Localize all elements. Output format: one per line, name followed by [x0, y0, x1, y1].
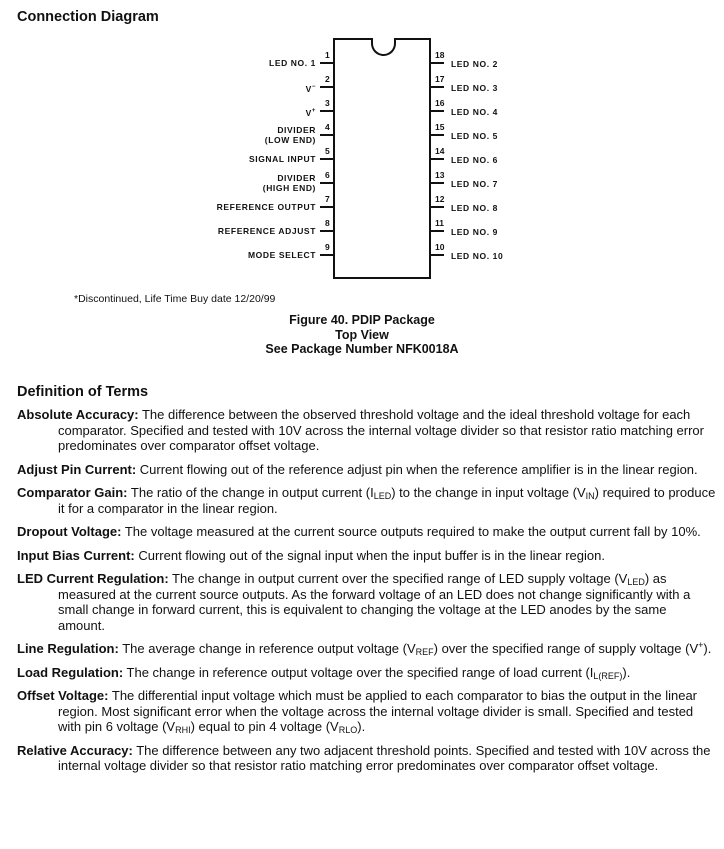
pin-label: LED NO. 3 — [451, 83, 498, 93]
definition-term: Line Regulation: — [17, 641, 119, 656]
definition-item: Comparator Gain: The ratio of the change in output current $(I_{LED})$ to the change in input voltage $(V_{IN})$ required to produce it for a comparator in the linear region. — [17, 485, 716, 516]
pin-number: 14 — [435, 146, 445, 156]
pin-line — [320, 182, 333, 184]
pdip-connection-diagram — [0, 0, 724, 300]
definitions-list — [17, 407, 717, 782]
definition-term: Relative Accuracy: — [17, 742, 133, 758]
definition-term: Load Regulation: — [17, 664, 124, 680]
pin-number: 16 — [435, 98, 445, 108]
pin-line — [320, 134, 333, 136]
pin-line — [320, 206, 333, 208]
caption-line-2: Top View — [335, 327, 389, 342]
pin-line — [320, 62, 333, 64]
definition-item: Input Bias Current: Current flowing out of the signal input when the input buffer is in the linear region. — [17, 547, 605, 563]
pin-number: 11 — [435, 218, 444, 228]
pin-label: DIVIDER (LOW END) — [264, 125, 316, 145]
definition-term: Adjust Pin Current: — [17, 461, 137, 477]
definition-term: Input Bias Current: — [17, 547, 135, 563]
pin-number: 17 — [435, 74, 445, 84]
connection-diagram-title: Connection Diagram — [17, 9, 159, 25]
pin-line — [320, 254, 333, 256]
pin-line — [431, 182, 444, 184]
definition-item: Load Regulation: The change in reference output voltage over the specified range of load current $(I_{L(REF)})$. — [17, 664, 631, 681]
definition-term: Comparator Gain: — [17, 485, 128, 500]
pin-label: SIGNAL INPUT — [248, 154, 316, 164]
pin-label: LED NO. 2 — [451, 59, 498, 69]
pin-line — [320, 110, 333, 112]
pin-label: MODE SELECT — [248, 250, 316, 260]
pin-number: 8 — [325, 218, 330, 228]
pin-number: 10 — [435, 242, 445, 252]
definition-term: LED Current Regulation: — [17, 571, 169, 586]
pin-number: 18 — [435, 50, 445, 60]
definition-term: Absolute Accuracy: — [17, 407, 139, 422]
definition-item: Offset Voltage: The differential input voltage which must be applied to each comparator to bias the output in the linear region. Most significant error when the voltage across the internal voltage divider is small. Specified and tested with pin 6 voltage $(V_{RHI})$ equal to pin 4 voltage $(V_{RLO})$. — [17, 688, 697, 735]
pin-line — [320, 86, 333, 88]
caption-line-1: Figure 40. PDIP Package — [289, 313, 435, 327]
definition-item: Absolute Accuracy: The difference between the observed threshold voltage and the ideal threshold voltage for each comparator. Specified and tested with 10V across the internal voltage divider so that resistor ratio matching error predominates over comparator offset voltage. — [17, 407, 704, 453]
pin-number: 2 — [325, 74, 330, 84]
caption-line-3: See Package Number NFK0018A — [265, 342, 459, 356]
pin-number: 4 — [325, 122, 330, 132]
pin-line — [431, 230, 444, 232]
definition-item: LED Current Regulation: The change in output current over the specified range of LED supply voltage $(V_{LED})$ as measured at the current source outputs. As the forward voltage of an LED does not change significantly with a small change in forward current, this is equivalent to changing the voltage at the LED anodes by the same amount. — [17, 571, 691, 633]
pin-line — [431, 134, 444, 136]
pin-line — [431, 110, 444, 112]
definition-term: Dropout Voltage: — [17, 524, 122, 539]
pin-line — [431, 206, 444, 208]
pin-label: REFERENCE OUTPUT — [216, 202, 316, 212]
pin-number: 15 — [435, 122, 445, 132]
pin-line — [320, 158, 333, 160]
pin-line — [320, 230, 333, 232]
pin-label: LED NO. 1 — [269, 58, 316, 68]
definition-item: Dropout Voltage: The voltage measured at the current source outputs required to make the output current fall by 10%. — [17, 524, 701, 539]
pin-label: V+ — [305, 108, 316, 118]
chip-body — [333, 38, 431, 279]
pin-number: 5 — [325, 146, 330, 156]
figure-caption — [0, 313, 724, 357]
pin-label: LED NO. 8 — [451, 203, 498, 213]
pin-line — [431, 86, 444, 88]
pin-line — [431, 62, 444, 64]
definition-term: Offset Voltage: — [17, 688, 109, 703]
pin-number: 12 — [435, 194, 445, 204]
definition-item: Line Regulation: The average change in reference output voltage $(V_{REF})$ over the specified range of supply voltage (V+). — [17, 640, 712, 657]
pin-label: LED NO. 7 — [451, 179, 498, 189]
pin-label: LED NO. 6 — [451, 155, 498, 165]
pin-number: 1 — [325, 50, 330, 60]
pin-label: LED NO. 5 — [451, 131, 498, 141]
pin-label: REFERENCE ADJUST — [217, 226, 316, 236]
definition-of-terms-title: Definition of Terms — [17, 384, 149, 400]
definition-item: Relative Accuracy: The difference between any two adjacent threshold points. Specified and tested with 10V across the internal voltage divider so that resistor ratio matching error predominates over comparator offset voltage. — [17, 742, 711, 773]
footnote: *Discontinued, Life Time Buy date 12/20/99 — [74, 293, 276, 305]
pin-line — [431, 158, 444, 160]
pin-label: DIVIDER (HIGH END) — [262, 173, 316, 193]
pin1-notch-icon — [371, 38, 396, 56]
pin-number: 13 — [435, 170, 445, 180]
pin-label: LED NO. 4 — [451, 107, 498, 117]
pin-number: 9 — [325, 242, 330, 252]
pin-label: LED NO. 9 — [451, 227, 498, 237]
pin-label: LED NO. 10 — [451, 251, 504, 261]
definition-item: Adjust Pin Current: Current flowing out of the reference adjust pin when the reference amplifier is in the linear region. — [17, 461, 698, 477]
pin-number: 6 — [325, 170, 330, 180]
pin-line — [431, 254, 444, 256]
pin-number: 7 — [325, 194, 330, 204]
pin-label: V− — [305, 84, 316, 94]
pin-number: 3 — [325, 98, 330, 108]
